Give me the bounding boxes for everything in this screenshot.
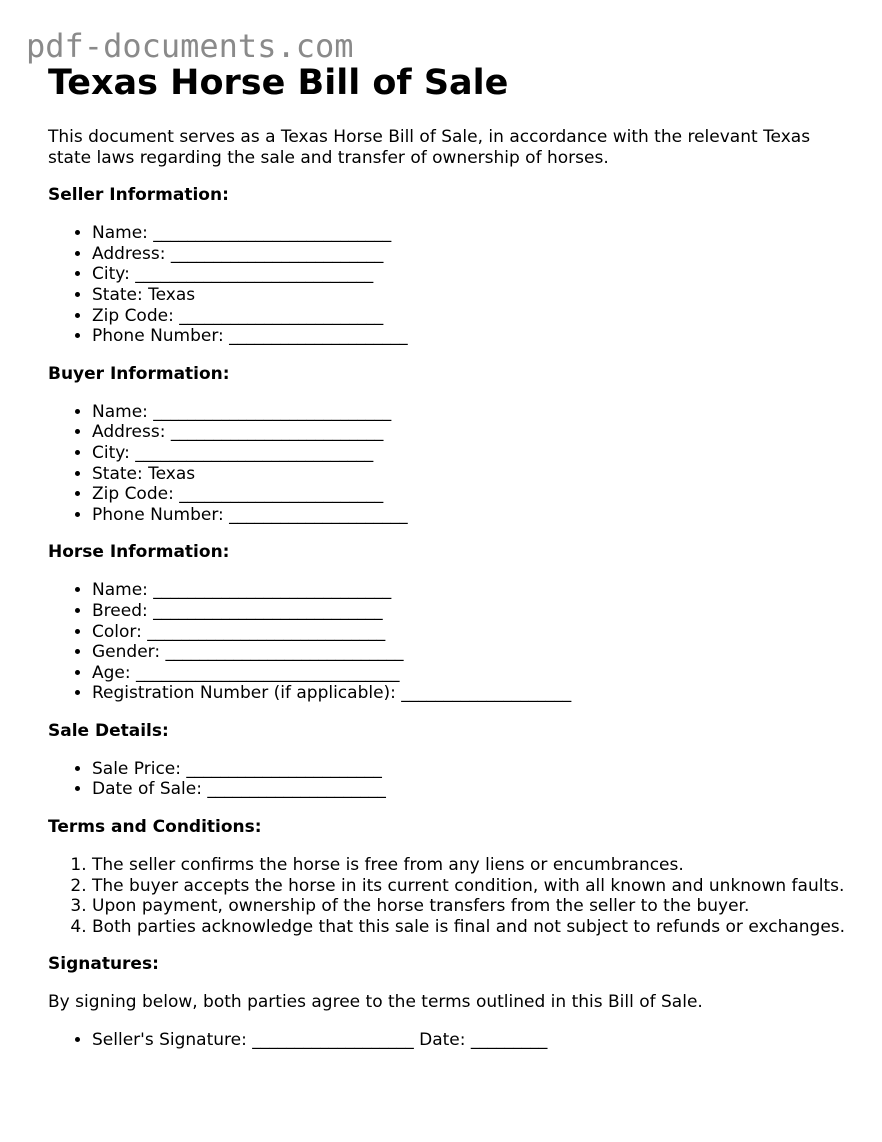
sale-price-field: • Sale Price: _______________________	[92, 759, 848, 780]
seller-address-field: • Address: _________________________	[92, 244, 848, 265]
sale-list	[48, 759, 848, 800]
buyer-address-field: • Address: _________________________	[92, 422, 848, 443]
seller-phone-field: • Phone Number: _____________________	[92, 326, 848, 347]
document-title: Texas Horse Bill of Sale	[48, 63, 509, 103]
buyer-state-field: • State: Texas	[92, 464, 848, 485]
signatures-text: By signing below, both parties agree to the terms outlined in this Bill of Sale.	[48, 992, 703, 1013]
horse-breed-field: • Breed: ___________________________	[92, 601, 848, 622]
buyer-list	[48, 402, 848, 526]
horse-registration-field: • Registration Number (if applicable): ____________________	[92, 683, 848, 704]
term-item: 4. Both parties acknowledge that this sale is final and not subject to refunds or exchanges.	[92, 917, 848, 938]
term-item: 2. The buyer accepts the horse in its current condition, with all known and unknown faults.	[92, 876, 848, 897]
seller-heading: Seller Information:	[48, 185, 229, 206]
horse-age-field: • Age: _______________________________	[92, 663, 848, 684]
signatures-heading: Signatures:	[48, 954, 159, 975]
document-page	[48, 58, 848, 1051]
term-item: 3. Upon payment, ownership of the horse transfers from the seller to the buyer.	[92, 896, 848, 917]
seller-name-field: • Name: ____________________________	[92, 223, 848, 244]
buyer-phone-field: • Phone Number: _____________________	[92, 505, 848, 526]
buyer-name-field: • Name: ____________________________	[92, 402, 848, 423]
buyer-zip-field: • Zip Code: ________________________	[92, 484, 848, 505]
sale-date-field: • Date of Sale: _____________________	[92, 779, 848, 800]
sale-heading: Sale Details:	[48, 720, 169, 741]
watermark: pdf-documents.com	[26, 27, 354, 65]
terms-list	[48, 855, 848, 937]
seller-state-field: • State: Texas	[92, 285, 848, 306]
signatures-list	[48, 1030, 848, 1051]
buyer-city-field: • City: ____________________________	[92, 443, 848, 464]
horse-color-field: • Color: ____________________________	[92, 622, 848, 643]
horse-gender-field: • Gender: ____________________________	[92, 642, 848, 663]
seller-signature-field: • Seller's Signature: ___________________ Date: _________	[92, 1030, 848, 1051]
intro-paragraph: This document serves as a Texas Horse Bill of Sale, in accordance with the relevant Texas state laws regarding the sale and transfer of ownership of horses.	[48, 127, 811, 168]
horse-heading: Horse Information:	[48, 542, 230, 563]
buyer-heading: Buyer Information:	[48, 363, 230, 384]
seller-zip-field: • Zip Code: ________________________	[92, 306, 848, 327]
horse-list	[48, 580, 848, 704]
horse-name-field: • Name: ____________________________	[92, 580, 848, 601]
seller-list	[48, 223, 848, 347]
term-item: 1. The seller confirms the horse is free from any liens or encumbrances.	[92, 855, 848, 876]
seller-city-field: • City: ____________________________	[92, 264, 848, 285]
terms-heading: Terms and Conditions:	[48, 817, 262, 838]
